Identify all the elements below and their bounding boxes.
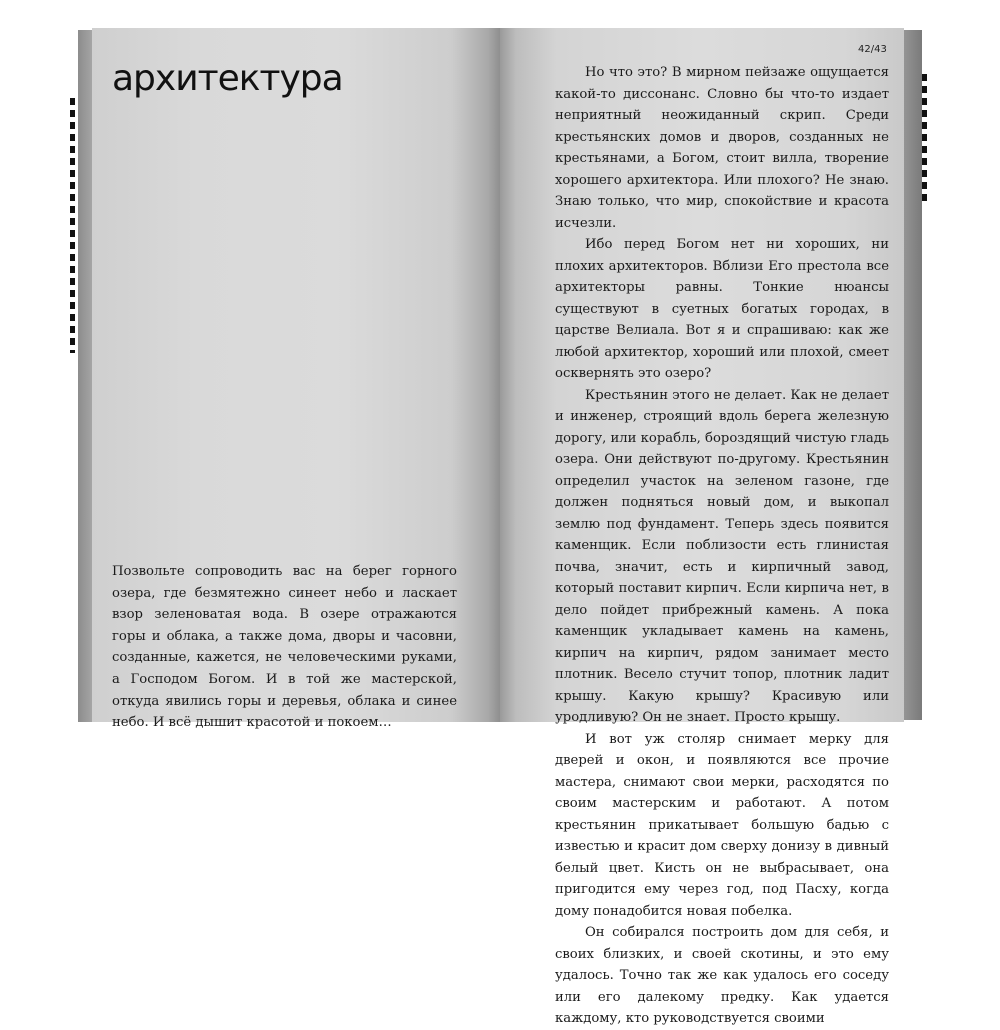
right-paragraph-3: Крестьянин этого не делает. Как не делает и инженер, строящий вдоль берега железную дорогу, или корабль, бороздящий чистую гладь озера. Они действуют по-другому. Крестьянин определил участок на зеленом газоне, где должен подняться новый дом, и выкопал землю под фундамент. Теперь здесь появится каменщик. Если поблизости есть глинистая почва, значит, есть и кирпичный завод, который поставит кирпич. Если кирпича нет, в дело пойдет прибрежный камень. А пока каменщик укладывает камень на камень, кирпич на кирпич, рядом занимает место плотник. Весело стучит топор, плотник ладит крышу. Какую крышу? Красивую или уродливую? Он не знает. Просто крышу. — [555, 387, 890, 725]
left-thumb-index-marker — [70, 98, 75, 353]
right-paragraph-5: Он собирался построить дом для себя, и своих близких, и своей скотины, и это ему удалось. Точно так же как удалось его соседу или его далекому предку. Как удается каждому, кто руководствуется своими — [555, 925, 889, 1026]
right-thumb-index-marker — [922, 74, 927, 206]
right-paragraph-1: Но что это? В мирном пейзаже ощущается какой-то диссонанс. Словно бы что-то издает неприятный неожиданный скрип. Среди крестьянских домов и дворов, созданных не крестьянами, а Богом, стоит вилла, творение хорошего архитектора. Или плохого? Не знаю. Знаю только, что мир, спокойствие и красота исчезли. — [555, 65, 889, 231]
right-paragraph-4: И вот уж столяр снимает мерку для дверей и окон, и появляются все прочие мастера, снимают свои мерки, расходятся по своим мастерским и работают. А потом крестьянин прикатывает большую бадью с известью и красит дом сверху донизу в дивный белый цвет. Кисть он не выбрасывает, она пригодится ему через год, под Пасху, когда дому понадобится новая побелка. — [555, 731, 889, 919]
left-page-text — [112, 561, 457, 734]
right-paragraph-2: Ибо перед Богом нет ни хороших, ни плохих архитекторов. Вблизи Его престола все архитекторы равны. Тонкие нюансы существуют в суетных богатых городах, в царстве Велиала. Вот я и спрашиваю: как же любой архитектор, хороший или плохой, смеет осквернять это озеро? — [555, 237, 889, 381]
page-number: 42/43 — [858, 44, 887, 55]
chapter-title: архитектура — [112, 58, 343, 99]
left-paragraph: Позвольте сопроводить вас на берег горного озера, где безмятежно синеет небо и ласкает взор зеленоватая вода. В озере отражаются горы и облака, а также дома, дворы и часовни, созданные, кажется, не человеческими руками, а Господом Богом. И в той же мастерской, откуда явились горы и деревья, облака и синее небо. И всё дышит красотой и покоем… — [112, 564, 457, 731]
right-page-text — [555, 62, 889, 1030]
